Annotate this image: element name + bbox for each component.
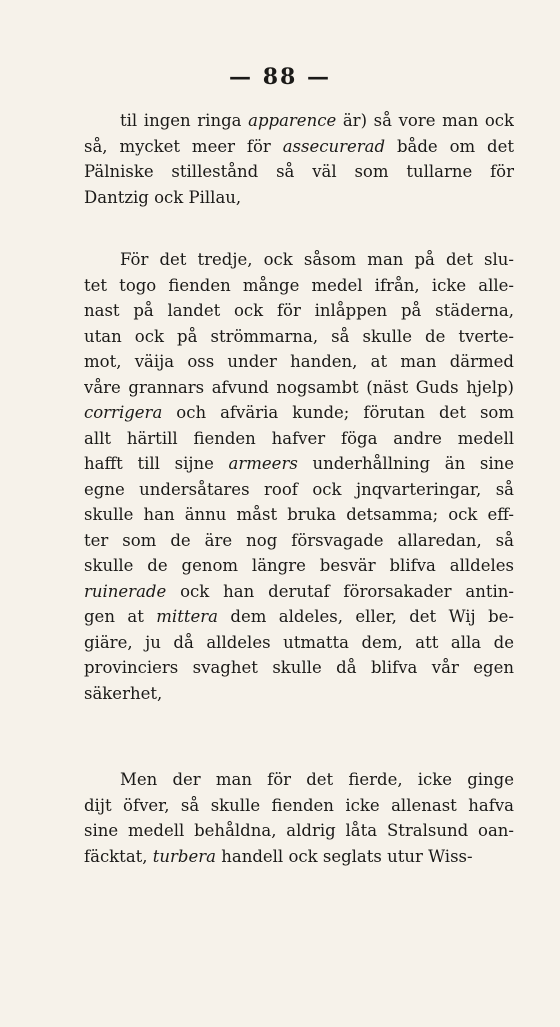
text-line xyxy=(84,375,514,401)
text-run: allt härtill fienden hafver föga andre medell xyxy=(84,428,514,448)
italic-word: apparence xyxy=(248,111,337,130)
text-line xyxy=(84,451,514,477)
text-line xyxy=(84,247,514,273)
text-run: både om det xyxy=(385,136,514,156)
text-line xyxy=(84,502,514,528)
text-run: egne undersåtares roof ock jnqvarteringar, så xyxy=(84,479,514,499)
text-line xyxy=(84,681,514,707)
text-line xyxy=(84,818,514,844)
italic-word: armeers xyxy=(228,454,298,473)
text-run: fäcktat, xyxy=(84,846,153,866)
text-line xyxy=(84,553,514,579)
text-line xyxy=(84,426,514,452)
text-run: Dantzig ock Pillau, xyxy=(84,187,242,207)
text-run: är) så vore man ock xyxy=(336,111,514,130)
text-run: utan ock på strömmarna, så skulle de tverte- xyxy=(84,326,514,346)
text-line xyxy=(84,349,514,375)
text-line xyxy=(84,528,514,554)
text-run: ock han derutaf förorsakader antin- xyxy=(166,581,514,601)
text-run: gen at xyxy=(84,607,157,626)
text-run: Pälniske stillestånd så väl som tullarne för xyxy=(84,162,514,181)
text-line xyxy=(84,477,514,503)
text-run: sine medell behåldna, aldrig låta Stralsund oan- xyxy=(84,821,514,840)
italic-word: assecurerad xyxy=(282,136,386,156)
text-line xyxy=(84,108,514,134)
italic-word: turbera xyxy=(152,846,216,866)
text-line xyxy=(84,324,514,350)
text-line xyxy=(84,134,514,160)
text-run: mot, väija oss under handen, at man därmed xyxy=(84,352,514,371)
text-run: provinciers svaghet skulle då blifva vår egen xyxy=(84,658,514,677)
text-line xyxy=(84,793,514,819)
text-line xyxy=(84,400,514,426)
text-run: ter som de äre nog försvagade allaredan, så xyxy=(84,530,514,550)
paragraph-2 xyxy=(84,247,514,706)
italic-word: mittera xyxy=(156,607,218,626)
text-line xyxy=(84,604,514,630)
text-line xyxy=(84,185,514,211)
text-run: giäre, ju då alldeles utmatta dem, att alla de xyxy=(84,632,514,652)
text-run: til ingen ringa xyxy=(120,111,249,130)
paragraph-1 xyxy=(84,108,514,210)
text-line xyxy=(84,159,514,185)
page-number: — 88 — xyxy=(229,64,331,90)
text-run: säkerhet, xyxy=(84,683,163,703)
text-run: underhållning än sine xyxy=(297,454,514,473)
text-line xyxy=(84,844,514,870)
text-line xyxy=(84,630,514,656)
text-run: dijt öfver, så skulle fienden icke allenast hafva xyxy=(84,795,514,815)
text-run: nast på landet ock för inlåppen på städerna, xyxy=(84,301,514,320)
text-line xyxy=(84,273,514,299)
text-run: skulle de genom längre besvär blifva alldeles xyxy=(84,556,514,575)
paragraph-3 xyxy=(84,767,514,869)
text-line xyxy=(84,298,514,324)
text-run: så, mycket meer för xyxy=(84,136,283,156)
text-line xyxy=(84,579,514,605)
text-run: För det tredje, ock såsom man på det slu- xyxy=(120,250,514,269)
text-run: hafft till sijne xyxy=(84,454,229,473)
text-run: och afväria kunde; förutan det som xyxy=(162,403,514,422)
text-run: dem aldeles, eller, det Wij be- xyxy=(217,607,514,626)
text-run: tet togo fienden månge medel ifrån, icke alle- xyxy=(84,275,514,295)
text-line xyxy=(84,767,514,793)
italic-word: ruinerade xyxy=(84,581,167,601)
text-run: handell ock seglats utur Wiss- xyxy=(215,846,473,866)
italic-word: corrigera xyxy=(84,403,163,422)
text-run: våre grannars afvund nogsambt (näst Guds hjelp) xyxy=(84,377,514,397)
text-run: Men der man för det fierde, icke ginge xyxy=(120,770,514,789)
text-line xyxy=(84,655,514,681)
text-run: skulle han ännu måst bruka detsamma; ock eff- xyxy=(84,505,514,524)
